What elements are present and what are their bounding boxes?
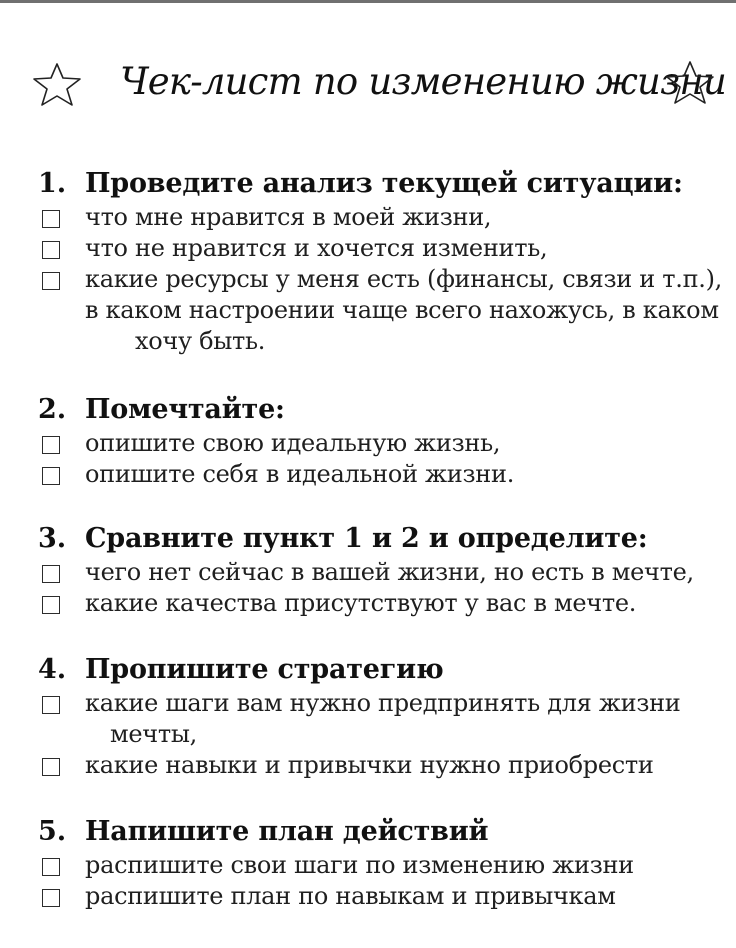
checklist-item-text: чего нет сейчас в вашей жизни, но есть в мечте, (85, 558, 694, 586)
checklist-item-text: распишите план по навыкам и привычкам (85, 882, 616, 910)
checklist-item[interactable] (0, 881, 736, 912)
checklist-item-text: какие качества присутствуют у вас в мечте. (85, 589, 637, 617)
checklist-item-text: распишите свои шаги по изменению жизни (85, 851, 634, 879)
checklist-item[interactable] (0, 588, 736, 619)
checkbox[interactable] (42, 565, 60, 583)
section-number: 1. (38, 168, 67, 199)
checkbox[interactable] (42, 889, 60, 907)
checkbox[interactable] (42, 467, 60, 485)
checklist-item-continuation (0, 326, 736, 357)
checkbox[interactable] (42, 858, 60, 876)
section-title: Сравните пункт 1 и 2 и определите: (85, 523, 648, 554)
section-4 (0, 652, 736, 781)
checklist-item-text: какие навыки и привычки нужно приобрести (85, 751, 654, 779)
checklist-item[interactable] (0, 428, 736, 459)
checklist-item-text: в каком настроении чаще всего нахожусь, в каком (85, 296, 719, 324)
section-heading (0, 392, 736, 428)
star-outline-icon (30, 60, 84, 108)
page-title: Чек-лист по изменению жизни (120, 60, 726, 103)
section-title: Помечтайте: (85, 394, 285, 425)
section-title: Пропишите стратегию (85, 654, 444, 685)
checkbox[interactable] (42, 436, 60, 454)
checkbox[interactable] (42, 272, 60, 290)
checklist-item[interactable] (0, 850, 736, 881)
checklist-item-text: какие шаги вам нужно предпринять для жизни (85, 689, 681, 717)
checkbox[interactable] (42, 210, 60, 228)
checkbox[interactable] (42, 696, 60, 714)
section-heading (0, 521, 736, 557)
section-number: 4. (38, 654, 67, 685)
section-3 (0, 521, 736, 619)
top-border (0, 0, 736, 3)
section-number: 5. (38, 816, 67, 847)
checklist-item[interactable] (0, 688, 736, 719)
checklist-item-continuation (0, 295, 736, 326)
checklist-item[interactable] (0, 264, 736, 295)
section-heading (0, 814, 736, 850)
checklist-item-text: какие ресурсы у меня есть (финансы, связи и т.п.), (85, 265, 723, 293)
page-header (0, 48, 736, 118)
checklist-item-continuation (0, 719, 736, 750)
section-heading (0, 166, 736, 202)
checklist-item[interactable] (0, 750, 736, 781)
checklist-item-text: мечты, (110, 720, 197, 748)
checkbox[interactable] (42, 241, 60, 259)
section-2 (0, 392, 736, 490)
checklist-item[interactable] (0, 233, 736, 264)
section-1 (0, 166, 736, 357)
section-5 (0, 814, 736, 912)
checkbox[interactable] (42, 596, 60, 614)
checklist-item[interactable] (0, 557, 736, 588)
section-number: 3. (38, 523, 67, 554)
checkbox[interactable] (42, 758, 60, 776)
checklist-item-text: опишите себя в идеальной жизни. (85, 460, 515, 488)
section-title: Проведите анализ текущей ситуации: (85, 168, 683, 199)
section-title: Напишите план действий (85, 816, 489, 847)
checklist-item[interactable] (0, 459, 736, 490)
section-heading (0, 652, 736, 688)
checklist-item-text: опишите свою идеальную жизнь, (85, 429, 501, 457)
checklist-item-text: хочу быть. (135, 327, 266, 355)
checklist-item-text: что не нравится и хочется изменить, (85, 234, 548, 262)
star-outline-icon (663, 58, 717, 106)
checklist-item[interactable] (0, 202, 736, 233)
section-number: 2. (38, 394, 67, 425)
checklist-item-text: что мне нравится в моей жизни, (85, 203, 492, 231)
